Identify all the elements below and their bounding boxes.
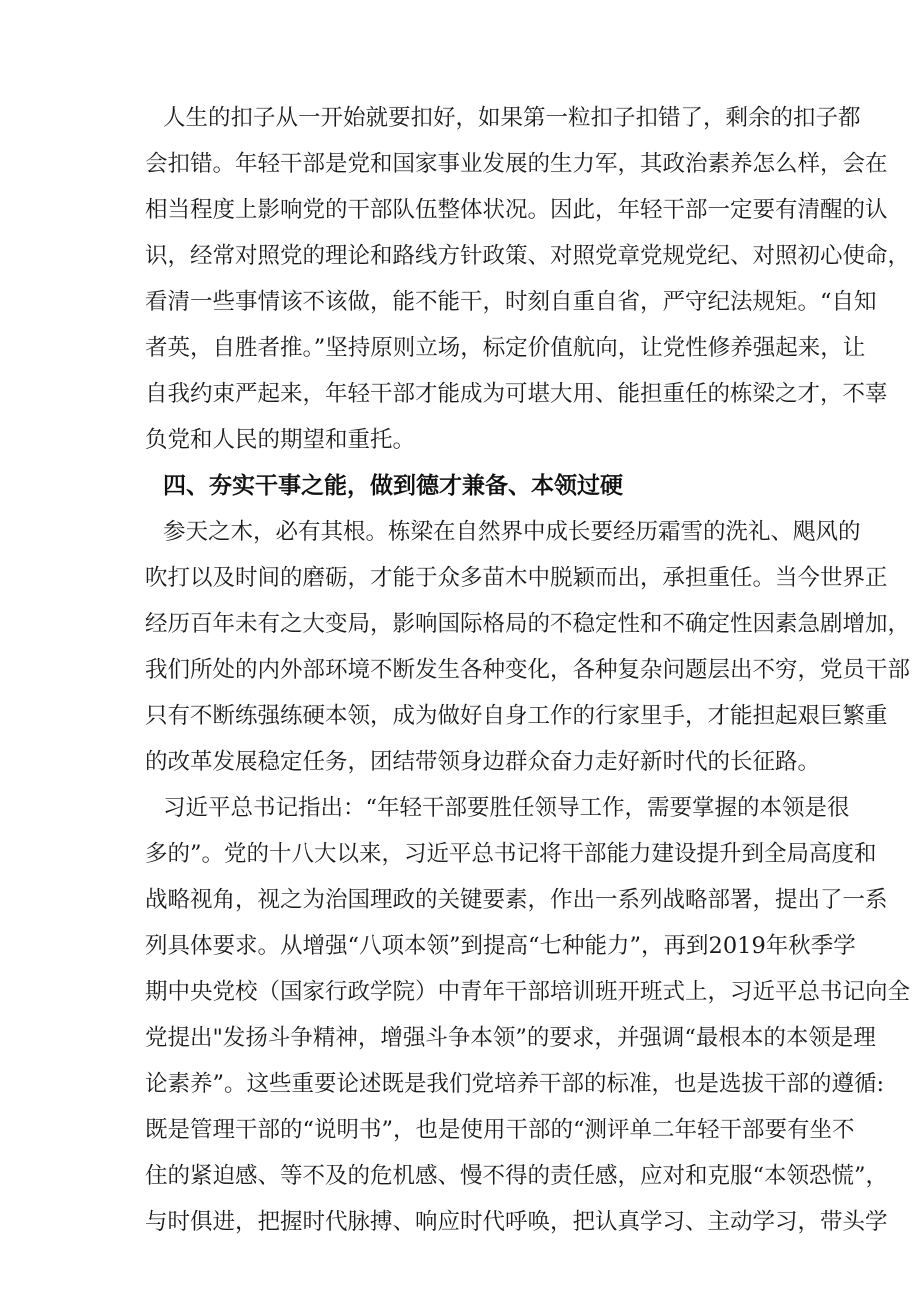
paragraph-1-line-4: 识，经常对照党的理论和路线方针政策、对照党章党规党纪、对照初心使命， (145, 243, 911, 269)
paragraph-1-line-6: 者英，自胜者推。”坚持原则立场，标定价值航向，让党性修养强起来，让 (145, 335, 866, 361)
paragraph-3-line-5: 期中央党校（国家行政学院）中青年干部培训班开班式上，习近平总书记向全 (145, 979, 911, 1005)
paragraph-3-line-3: 战略视角，视之为治国理政的关键要素，作出一系列战略部署，提出了一系 (145, 887, 888, 913)
paragraph-3-line-10: 与时俱进，把握时代脉搏、响应时代呼唤，把认真学习、主动学习，带头学 (145, 1209, 888, 1235)
paragraph-1-line-7: 自我约束严起来，年轻干部才能成为可堪大用、能担重任的栋梁之才，不辜 (145, 381, 888, 407)
paragraph-2-line-5: 只有不断练强练硬本领，成为做好自身工作的行家里手，才能担起艰巨繁重 (145, 703, 888, 729)
paragraph-1-line-1: 人生的扣子从一开始就要扣好，如果第一粒扣子扣错了，剩余的扣子都 (163, 105, 861, 131)
paragraph-3-line-2: 多的”。党的十八大以来，习近平总书记将干部能力建设提升到全局高度和 (145, 841, 877, 867)
paragraph-2-line-3: 经历百年未有之大变局，影响国际格局的不稳定性和不确定性因素急剧增加， (145, 611, 911, 637)
paragraph-1-line-8: 负党和人民的期望和重托。 (145, 427, 416, 453)
paragraph-2-line-6: 的改革发展稳定任务，团结带领身边群众奋力走好新时代的长征路。 (145, 749, 821, 775)
paragraph-2-line-4: 我们所处的内外部环境不断发生各种变化，各种复杂问题层出不穷，党员干部 (145, 657, 911, 683)
paragraph-1-line-5: 看清一些事情该不该做，能不能干，时刻自重自省，严守纪法规矩。“自知 (145, 289, 877, 315)
paragraph-1-line-2: 会扣错。年轻干部是党和国家事业发展的生力军，其政治素养怎么样，会在 (145, 151, 888, 177)
paragraph-3-line-7: 论素养”。这些重要论述既是我们党培养干部的标准，也是选拔干部的遵循: (145, 1071, 885, 1097)
paragraph-3-line-9: 住的紧迫感、等不及的危机感、慢不得的责任感，应对和克服“本领恐慌”， (145, 1163, 889, 1189)
paragraph-2-line-1: 参天之木，必有其根。栋梁在自然界中成长要经历霜雪的洗礼、飓风的 (163, 519, 861, 545)
paragraph-3-line-4: 列具体要求。从增强“八项本领”到提高“七种能力”，再到2019年秋季学 (145, 933, 856, 959)
paragraph-2-line-2: 吹打以及时间的磨砺，才能于众多苗木中脱颖而出，承担重任。当今世界正 (145, 565, 888, 591)
paragraph-3-line-6: 党提出"发扬斗争精神，增强斗争本领”的要求，并强调“最根本的本领是理 (145, 1025, 876, 1051)
section-heading: 四、夯实干事之能，做到德才兼备、本领过硬 (163, 473, 623, 499)
paragraph-1-line-3: 相当程度上影响党的干部队伍整体状况。因此，年轻干部一定要有清醒的认 (145, 197, 888, 223)
paragraph-3-line-1: 习近平总书记指出：“年轻干部要胜任领导工作，需要掌握的本领是很 (163, 795, 850, 821)
paragraph-3-line-8: 既是管理干部的“说明书”，也是使用干部的“测评单二年轻干部要有坐不 (145, 1117, 855, 1143)
